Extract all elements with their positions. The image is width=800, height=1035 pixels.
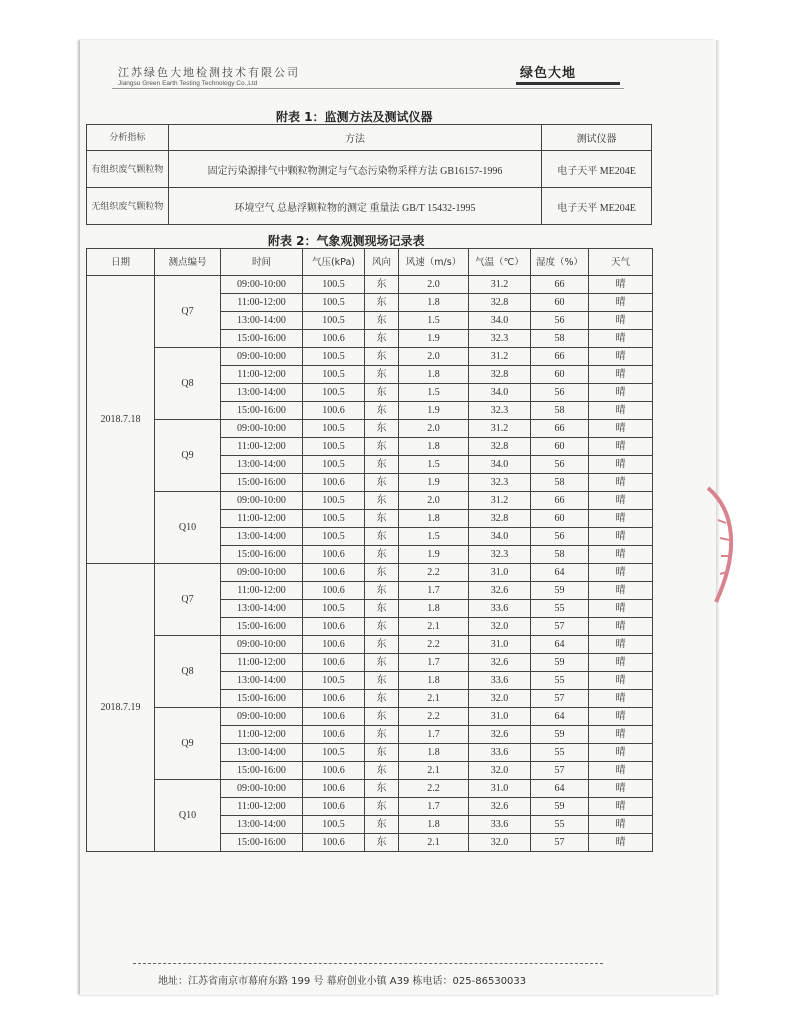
temperature-cell: 31.0 [469, 708, 531, 726]
humidity-cell: 66 [531, 492, 589, 510]
wind-speed-cell: 1.5 [399, 456, 469, 474]
wind-direction-cell: 东 [365, 582, 399, 600]
wind-speed-cell: 1.8 [399, 816, 469, 834]
humidity-cell: 59 [531, 726, 589, 744]
weather-cell: 晴 [589, 690, 653, 708]
pressure-cell: 100.6 [303, 834, 365, 852]
wind-direction-cell: 东 [365, 366, 399, 384]
wind-direction-cell: 东 [365, 690, 399, 708]
pressure-cell: 100.6 [303, 564, 365, 582]
weather-cell: 晴 [589, 762, 653, 780]
wind-speed-cell: 2.0 [399, 492, 469, 510]
point-id-cell: Q10 [155, 780, 221, 852]
pressure-cell: 100.6 [303, 402, 365, 420]
time-cell: 13:00-14:00 [221, 384, 303, 402]
pressure-cell: 100.6 [303, 546, 365, 564]
wind-direction-cell: 东 [365, 420, 399, 438]
temperature-cell: 32.3 [469, 402, 531, 420]
header-divider [112, 88, 624, 89]
time-cell: 13:00-14:00 [221, 672, 303, 690]
humidity-cell: 57 [531, 690, 589, 708]
wind-speed-cell: 2.2 [399, 636, 469, 654]
pressure-cell: 100.5 [303, 744, 365, 762]
time-cell: 13:00-14:00 [221, 312, 303, 330]
indicator-cell: 有组织废气颗粒物 [87, 151, 169, 188]
pressure-cell: 100.6 [303, 618, 365, 636]
weather-cell: 晴 [589, 492, 653, 510]
wind-direction-cell: 东 [365, 402, 399, 420]
table-row [87, 492, 653, 510]
table1-header-method: 方法 [168, 125, 541, 151]
pressure-cell: 100.5 [303, 438, 365, 456]
weather-cell: 晴 [589, 366, 653, 384]
weather-cell: 晴 [589, 330, 653, 348]
time-cell: 11:00-12:00 [221, 510, 303, 528]
wind-speed-cell: 2.1 [399, 762, 469, 780]
wind-direction-cell: 东 [365, 528, 399, 546]
pressure-cell: 100.5 [303, 528, 365, 546]
pressure-cell: 100.5 [303, 420, 365, 438]
wind-direction-cell: 东 [365, 762, 399, 780]
time-cell: 09:00-10:00 [221, 708, 303, 726]
weather-cell: 晴 [589, 726, 653, 744]
table-row [87, 780, 653, 798]
weather-cell: 晴 [589, 672, 653, 690]
temperature-cell: 32.6 [469, 654, 531, 672]
pressure-cell: 100.6 [303, 762, 365, 780]
wind-direction-cell: 东 [365, 348, 399, 366]
time-cell: 09:00-10:00 [221, 420, 303, 438]
humidity-cell: 55 [531, 744, 589, 762]
wind-speed-cell: 1.5 [399, 384, 469, 402]
temperature-cell: 33.6 [469, 816, 531, 834]
time-cell: 13:00-14:00 [221, 744, 303, 762]
temperature-cell: 31.0 [469, 780, 531, 798]
pressure-cell: 100.5 [303, 672, 365, 690]
pressure-cell: 100.6 [303, 654, 365, 672]
temperature-cell: 33.6 [469, 600, 531, 618]
wind-speed-cell: 1.8 [399, 294, 469, 312]
instrument-cell: 电子天平 ME204E [542, 188, 652, 225]
time-cell: 15:00-16:00 [221, 330, 303, 348]
wind-speed-cell: 1.8 [399, 438, 469, 456]
methods-table [86, 124, 652, 225]
time-cell: 09:00-10:00 [221, 492, 303, 510]
humidity-cell: 58 [531, 474, 589, 492]
pressure-cell: 100.5 [303, 312, 365, 330]
humidity-cell: 64 [531, 564, 589, 582]
temperature-cell: 34.0 [469, 312, 531, 330]
wind-direction-cell: 东 [365, 816, 399, 834]
wind-speed-cell: 2.0 [399, 276, 469, 294]
pressure-cell: 100.6 [303, 474, 365, 492]
wind-speed-cell: 1.8 [399, 510, 469, 528]
pressure-cell: 100.6 [303, 690, 365, 708]
weather-cell: 晴 [589, 744, 653, 762]
temperature-cell: 32.8 [469, 510, 531, 528]
wind-direction-cell: 东 [365, 294, 399, 312]
time-cell: 13:00-14:00 [221, 816, 303, 834]
weather-cell: 晴 [589, 276, 653, 294]
wind-speed-cell: 1.7 [399, 726, 469, 744]
wind-speed-cell: 1.9 [399, 546, 469, 564]
humidity-cell: 55 [531, 600, 589, 618]
col-header-wind-direction: 风向 [365, 249, 399, 276]
time-cell: 09:00-10:00 [221, 564, 303, 582]
col-header-humidity: 湿度（%） [531, 249, 589, 276]
table1-header-row [87, 125, 652, 151]
wind-direction-cell: 东 [365, 564, 399, 582]
time-cell: 09:00-10:00 [221, 276, 303, 294]
pressure-cell: 100.6 [303, 636, 365, 654]
wind-speed-cell: 1.8 [399, 600, 469, 618]
humidity-cell: 56 [531, 528, 589, 546]
footer-divider [133, 963, 603, 964]
brand-logo: 绿色大地 [520, 66, 577, 81]
temperature-cell: 33.6 [469, 672, 531, 690]
time-cell: 11:00-12:00 [221, 654, 303, 672]
wind-speed-cell: 1.7 [399, 582, 469, 600]
pressure-cell: 100.5 [303, 816, 365, 834]
pressure-cell: 100.5 [303, 510, 365, 528]
wind-direction-cell: 东 [365, 492, 399, 510]
time-cell: 11:00-12:00 [221, 582, 303, 600]
humidity-cell: 60 [531, 294, 589, 312]
temperature-cell: 31.2 [469, 492, 531, 510]
wind-direction-cell: 东 [365, 600, 399, 618]
wind-speed-cell: 2.2 [399, 708, 469, 726]
temperature-cell: 31.2 [469, 348, 531, 366]
weather-cell: 晴 [589, 312, 653, 330]
temperature-cell: 31.0 [469, 564, 531, 582]
temperature-cell: 32.3 [469, 474, 531, 492]
table-row [87, 420, 653, 438]
temperature-cell: 32.8 [469, 294, 531, 312]
temperature-cell: 34.0 [469, 384, 531, 402]
time-cell: 09:00-10:00 [221, 348, 303, 366]
temperature-cell: 32.0 [469, 834, 531, 852]
humidity-cell: 55 [531, 816, 589, 834]
wind-direction-cell: 东 [365, 438, 399, 456]
wind-direction-cell: 东 [365, 618, 399, 636]
humidity-cell: 57 [531, 834, 589, 852]
wind-speed-cell: 2.0 [399, 348, 469, 366]
temperature-cell: 34.0 [469, 528, 531, 546]
table1-title: 附表 1：监测方法及测试仪器 [276, 110, 433, 124]
wind-direction-cell: 东 [365, 654, 399, 672]
humidity-cell: 66 [531, 420, 589, 438]
temperature-cell: 31.2 [469, 276, 531, 294]
wind-direction-cell: 东 [365, 312, 399, 330]
time-cell: 09:00-10:00 [221, 780, 303, 798]
wind-direction-cell: 东 [365, 636, 399, 654]
wind-direction-cell: 东 [365, 780, 399, 798]
humidity-cell: 60 [531, 438, 589, 456]
humidity-cell: 58 [531, 546, 589, 564]
time-cell: 09:00-10:00 [221, 636, 303, 654]
humidity-cell: 66 [531, 276, 589, 294]
point-id-cell: Q9 [155, 708, 221, 780]
wind-speed-cell: 2.2 [399, 564, 469, 582]
wind-speed-cell: 2.0 [399, 420, 469, 438]
wind-direction-cell: 东 [365, 456, 399, 474]
humidity-cell: 57 [531, 618, 589, 636]
point-id-cell: Q8 [155, 348, 221, 420]
weather-cell: 晴 [589, 546, 653, 564]
temperature-cell: 33.6 [469, 744, 531, 762]
weather-cell: 晴 [589, 654, 653, 672]
table-row [87, 636, 653, 654]
pressure-cell: 100.6 [303, 780, 365, 798]
pressure-cell: 100.5 [303, 366, 365, 384]
col-header-pressure: 气压(kPa) [303, 249, 365, 276]
temperature-cell: 32.8 [469, 438, 531, 456]
humidity-cell: 64 [531, 780, 589, 798]
wind-speed-cell: 2.1 [399, 834, 469, 852]
wind-direction-cell: 东 [365, 726, 399, 744]
brand-underline [516, 82, 620, 85]
table-row [87, 151, 652, 188]
weather-cell: 晴 [589, 420, 653, 438]
weather-record-table [86, 248, 653, 852]
pressure-cell: 100.6 [303, 798, 365, 816]
instrument-cell: 电子天平 ME204E [542, 151, 652, 188]
humidity-cell: 58 [531, 402, 589, 420]
temperature-cell: 32.0 [469, 618, 531, 636]
table-row [87, 708, 653, 726]
wind-direction-cell: 东 [365, 708, 399, 726]
wind-direction-cell: 东 [365, 546, 399, 564]
stamp-arc [708, 488, 731, 602]
weather-cell: 晴 [589, 564, 653, 582]
col-header-weather: 天气 [589, 249, 653, 276]
time-cell: 11:00-12:00 [221, 294, 303, 312]
table-row [87, 348, 653, 366]
col-header-wind-speed: 风速（m/s） [399, 249, 469, 276]
weather-cell: 晴 [589, 618, 653, 636]
pressure-cell: 100.5 [303, 384, 365, 402]
humidity-cell: 59 [531, 654, 589, 672]
temperature-cell: 32.0 [469, 690, 531, 708]
wind-direction-cell: 东 [365, 834, 399, 852]
col-header-temperature: 气温（℃） [469, 249, 531, 276]
point-id-cell: Q7 [155, 564, 221, 636]
pressure-cell: 100.5 [303, 600, 365, 618]
table-row [87, 564, 653, 582]
humidity-cell: 64 [531, 708, 589, 726]
humidity-cell: 56 [531, 384, 589, 402]
humidity-cell: 59 [531, 582, 589, 600]
wind-speed-cell: 1.5 [399, 528, 469, 546]
weather-cell: 晴 [589, 780, 653, 798]
wind-speed-cell: 1.8 [399, 366, 469, 384]
wind-speed-cell: 1.9 [399, 474, 469, 492]
table-row [87, 276, 653, 294]
indicator-cell: 无组织废气颗粒物 [87, 188, 169, 225]
wind-speed-cell: 2.1 [399, 618, 469, 636]
time-cell: 11:00-12:00 [221, 726, 303, 744]
table1-header-instrument: 测试仪器 [542, 125, 652, 151]
weather-cell: 晴 [589, 384, 653, 402]
time-cell: 11:00-12:00 [221, 798, 303, 816]
temperature-cell: 32.6 [469, 582, 531, 600]
humidity-cell: 55 [531, 672, 589, 690]
weather-cell: 晴 [589, 798, 653, 816]
wind-direction-cell: 东 [365, 474, 399, 492]
weather-cell: 晴 [589, 636, 653, 654]
time-cell: 15:00-16:00 [221, 474, 303, 492]
table2-title: 附表 2：气象观测现场记录表 [268, 234, 425, 248]
humidity-cell: 64 [531, 636, 589, 654]
temperature-cell: 32.3 [469, 330, 531, 348]
wind-speed-cell: 1.8 [399, 672, 469, 690]
wind-speed-cell: 2.2 [399, 780, 469, 798]
weather-cell: 晴 [589, 600, 653, 618]
wind-direction-cell: 东 [365, 744, 399, 762]
wind-speed-cell: 2.1 [399, 690, 469, 708]
pressure-cell: 100.5 [303, 456, 365, 474]
weather-cell: 晴 [589, 528, 653, 546]
pressure-cell: 100.5 [303, 294, 365, 312]
temperature-cell: 31.0 [469, 636, 531, 654]
method-cell: 环境空气 总悬浮颗粒物的测定 重量法 GB/T 15432-1995 [168, 188, 541, 225]
humidity-cell: 56 [531, 312, 589, 330]
company-name-cn: 江苏绿色大地检测技术有限公司 [118, 66, 300, 79]
wind-direction-cell: 东 [365, 798, 399, 816]
humidity-cell: 59 [531, 798, 589, 816]
weather-cell: 晴 [589, 438, 653, 456]
temperature-cell: 32.3 [469, 546, 531, 564]
table2-header-row [87, 249, 653, 276]
col-header-point: 测点编号 [155, 249, 221, 276]
point-id-cell: Q10 [155, 492, 221, 564]
time-cell: 13:00-14:00 [221, 600, 303, 618]
wind-speed-cell: 1.7 [399, 654, 469, 672]
pressure-cell: 100.5 [303, 348, 365, 366]
point-id-cell: Q7 [155, 276, 221, 348]
weather-cell: 晴 [589, 582, 653, 600]
weather-cell: 晴 [589, 294, 653, 312]
humidity-cell: 60 [531, 366, 589, 384]
wind-speed-cell: 1.5 [399, 312, 469, 330]
temperature-cell: 32.8 [469, 366, 531, 384]
weather-cell: 晴 [589, 816, 653, 834]
wind-speed-cell: 1.9 [399, 330, 469, 348]
time-cell: 11:00-12:00 [221, 438, 303, 456]
col-header-date: 日期 [87, 249, 155, 276]
table2-body [87, 276, 653, 852]
humidity-cell: 60 [531, 510, 589, 528]
temperature-cell: 32.0 [469, 762, 531, 780]
seal-stamp-icon [694, 480, 754, 610]
wind-direction-cell: 东 [365, 276, 399, 294]
col-header-time: 时间 [221, 249, 303, 276]
wind-direction-cell: 东 [365, 510, 399, 528]
weather-cell: 晴 [589, 510, 653, 528]
temperature-cell: 32.6 [469, 726, 531, 744]
wind-speed-cell: 1.7 [399, 798, 469, 816]
weather-cell: 晴 [589, 402, 653, 420]
time-cell: 15:00-16:00 [221, 546, 303, 564]
pressure-cell: 100.6 [303, 582, 365, 600]
humidity-cell: 57 [531, 762, 589, 780]
pressure-cell: 100.6 [303, 330, 365, 348]
pressure-cell: 100.5 [303, 276, 365, 294]
weather-cell: 晴 [589, 474, 653, 492]
temperature-cell: 34.0 [469, 456, 531, 474]
weather-cell: 晴 [589, 348, 653, 366]
pressure-cell: 100.6 [303, 708, 365, 726]
date-cell: 2018.7.19 [87, 564, 155, 852]
humidity-cell: 66 [531, 348, 589, 366]
pressure-cell: 100.6 [303, 726, 365, 744]
temperature-cell: 32.6 [469, 798, 531, 816]
time-cell: 15:00-16:00 [221, 690, 303, 708]
wind-speed-cell: 1.8 [399, 744, 469, 762]
point-id-cell: Q8 [155, 636, 221, 708]
method-cell: 固定污染源排气中颗粒物测定与气态污染物采样方法 GB16157-1996 [168, 151, 541, 188]
time-cell: 15:00-16:00 [221, 834, 303, 852]
temperature-cell: 31.2 [469, 420, 531, 438]
time-cell: 15:00-16:00 [221, 762, 303, 780]
wind-direction-cell: 东 [365, 330, 399, 348]
time-cell: 15:00-16:00 [221, 618, 303, 636]
weather-cell: 晴 [589, 456, 653, 474]
time-cell: 13:00-14:00 [221, 456, 303, 474]
wind-direction-cell: 东 [365, 384, 399, 402]
table1-header-indicator: 分析指标 [87, 125, 169, 151]
wind-direction-cell: 东 [365, 672, 399, 690]
table-row [87, 188, 652, 225]
time-cell: 13:00-14:00 [221, 528, 303, 546]
footer-address: 地址：江苏省南京市幕府东路 199 号 幕府创业小镇 A39 栋电话：025-86530033 [158, 976, 527, 987]
wind-speed-cell: 1.9 [399, 402, 469, 420]
time-cell: 15:00-16:00 [221, 402, 303, 420]
humidity-cell: 58 [531, 330, 589, 348]
time-cell: 11:00-12:00 [221, 366, 303, 384]
point-id-cell: Q9 [155, 420, 221, 492]
weather-cell: 晴 [589, 834, 653, 852]
date-cell: 2018.7.18 [87, 276, 155, 564]
company-name-en: Jiangsu Green Earth Testing Technology Co.,Ltd [118, 80, 258, 87]
weather-cell: 晴 [589, 708, 653, 726]
humidity-cell: 56 [531, 456, 589, 474]
pressure-cell: 100.5 [303, 492, 365, 510]
